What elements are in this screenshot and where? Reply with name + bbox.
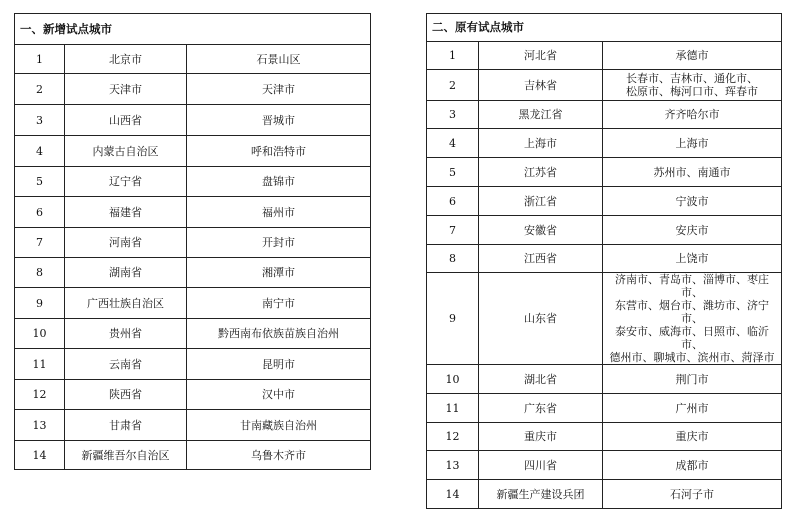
row-number: 12 <box>15 380 65 410</box>
province-cell: 河北省 <box>479 42 603 70</box>
province-cell: 江西省 <box>479 245 603 273</box>
table-row <box>427 451 782 480</box>
province-cell: 安徽省 <box>479 216 603 245</box>
row-number: 5 <box>427 158 479 187</box>
province-cell: 河南省 <box>65 228 187 258</box>
province-cell: 江苏省 <box>479 158 603 187</box>
table-row <box>15 74 371 105</box>
city-cell <box>187 197 371 228</box>
city-cell <box>187 105 371 136</box>
province-cell: 辽宁省 <box>65 167 187 197</box>
city-cell <box>187 288 371 319</box>
city-line: 松原市、梅河口市、珲春市 <box>626 85 758 98</box>
city-line: 石景山区 <box>256 52 301 66</box>
city-line: 天津市 <box>262 82 295 96</box>
city-cell <box>187 167 371 197</box>
city-line: 盘锦市 <box>262 175 295 188</box>
table-row <box>427 42 782 70</box>
row-number: 4 <box>15 136 65 167</box>
row-number: 11 <box>427 394 479 423</box>
city-cell <box>187 258 371 288</box>
city-line: 乌鲁木齐市 <box>251 448 306 462</box>
province-cell: 湖南省 <box>65 258 187 288</box>
table-row <box>15 228 371 258</box>
table-row <box>427 70 782 101</box>
row-number: 13 <box>427 451 479 480</box>
row-number: 10 <box>427 365 479 394</box>
province-cell: 甘肃省 <box>65 410 187 441</box>
province-cell: 福建省 <box>65 197 187 228</box>
city-cell <box>187 380 371 410</box>
city-cell <box>603 394 782 423</box>
city-cell <box>187 349 371 380</box>
table-row <box>15 441 371 470</box>
city-cell <box>603 158 782 187</box>
province-cell: 陕西省 <box>65 380 187 410</box>
table-header: 一、新增试点城市 <box>15 14 371 45</box>
city-cell <box>603 365 782 394</box>
table-row <box>427 423 782 451</box>
row-number: 2 <box>427 70 479 101</box>
city-line: 甘南藏族自治州 <box>240 418 317 432</box>
row-number: 13 <box>15 410 65 441</box>
table-row <box>427 480 782 509</box>
city-line: 东营市、烟台市、潍坊市、济宁市、 <box>615 299 769 325</box>
row-number: 2 <box>15 74 65 105</box>
city-line: 安庆市 <box>675 223 709 237</box>
city-cell <box>603 187 782 216</box>
city-line: 上海市 <box>675 136 709 150</box>
row-number: 14 <box>15 441 65 470</box>
city-cell <box>187 136 371 167</box>
table-row <box>15 380 371 410</box>
table-row <box>15 410 371 441</box>
city-cell <box>603 70 782 101</box>
city-cell <box>187 228 371 258</box>
row-number: 8 <box>15 258 65 288</box>
city-line: 承德市 <box>675 49 709 62</box>
city-cell <box>603 480 782 509</box>
city-line: 齐齐哈尔市 <box>664 108 720 121</box>
row-number: 3 <box>15 105 65 136</box>
table-row <box>15 319 371 349</box>
city-line: 黔西南布依族苗族自治州 <box>218 327 339 340</box>
city-line: 重庆市 <box>675 430 709 443</box>
province-cell: 四川省 <box>479 451 603 480</box>
city-line: 呼和浩特市 <box>251 144 306 158</box>
table-row <box>15 45 371 74</box>
row-number: 12 <box>427 423 479 451</box>
row-number: 9 <box>15 288 65 319</box>
city-cell <box>187 319 371 349</box>
city-line: 荆门市 <box>675 372 709 386</box>
row-number: 5 <box>15 167 65 197</box>
table-row <box>15 105 371 136</box>
table-row <box>15 136 371 167</box>
row-number: 3 <box>427 101 479 129</box>
city-cell <box>187 45 371 74</box>
city-cell <box>187 74 371 105</box>
province-cell: 贵州省 <box>65 319 187 349</box>
table-row <box>15 258 371 288</box>
city-cell <box>187 410 371 441</box>
province-cell: 吉林省 <box>479 70 603 101</box>
row-number: 10 <box>15 319 65 349</box>
city-line: 南宁市 <box>262 296 295 310</box>
row-number: 1 <box>427 42 479 70</box>
city-cell <box>603 273 782 365</box>
city-cell <box>603 423 782 451</box>
province-cell: 云南省 <box>65 349 187 380</box>
row-number: 9 <box>427 273 479 365</box>
province-cell: 新疆维吾尔自治区 <box>65 441 187 470</box>
table-row <box>427 394 782 423</box>
city-line: 济南市、青岛市、淄博市、枣庄市、 <box>615 273 769 299</box>
province-cell: 上海市 <box>479 129 603 158</box>
city-cell <box>603 245 782 273</box>
province-cell: 内蒙古自治区 <box>65 136 187 167</box>
table-row <box>427 101 782 129</box>
table-row <box>15 197 371 228</box>
existing-pilot-cities-table <box>426 13 782 509</box>
province-cell: 北京市 <box>65 45 187 74</box>
city-line: 德州市、聊城市、滨州市、菏泽市 <box>609 351 775 364</box>
city-cell <box>603 216 782 245</box>
table-row <box>427 216 782 245</box>
province-cell: 浙江省 <box>479 187 603 216</box>
table-row <box>15 288 371 319</box>
row-number: 7 <box>15 228 65 258</box>
city-cell <box>603 129 782 158</box>
city-line: 湘潭市 <box>262 266 295 279</box>
city-line: 汉中市 <box>262 388 295 401</box>
table-row <box>427 245 782 273</box>
row-number: 14 <box>427 480 479 509</box>
city-line: 苏州市、南通市 <box>653 165 731 179</box>
city-line: 晋城市 <box>262 113 295 127</box>
new-pilot-cities-table <box>14 13 371 470</box>
table-row <box>15 167 371 197</box>
city-line: 成都市 <box>675 458 709 472</box>
province-cell: 湖北省 <box>479 365 603 394</box>
province-cell: 广东省 <box>479 394 603 423</box>
city-cell <box>603 42 782 70</box>
city-line: 上饶市 <box>675 252 709 265</box>
table-row <box>427 187 782 216</box>
province-cell: 黑龙江省 <box>479 101 603 129</box>
city-line: 开封市 <box>262 236 295 249</box>
row-number: 6 <box>15 197 65 228</box>
row-number: 6 <box>427 187 479 216</box>
city-line: 宁波市 <box>675 194 709 208</box>
row-number: 11 <box>15 349 65 380</box>
province-cell: 新疆生产建设兵团 <box>479 480 603 509</box>
table-row <box>427 158 782 187</box>
row-number: 8 <box>427 245 479 273</box>
city-cell <box>603 101 782 129</box>
city-cell <box>603 451 782 480</box>
province-cell: 山西省 <box>65 105 187 136</box>
row-number: 1 <box>15 45 65 74</box>
table-header: 二、原有试点城市 <box>427 14 782 42</box>
city-line: 广州市 <box>675 401 709 415</box>
province-cell: 天津市 <box>65 74 187 105</box>
province-cell: 重庆市 <box>479 423 603 451</box>
province-cell: 山东省 <box>479 273 603 365</box>
row-number: 4 <box>427 129 479 158</box>
row-number: 7 <box>427 216 479 245</box>
table-row <box>427 365 782 394</box>
city-line: 昆明市 <box>262 357 295 371</box>
table-row <box>427 129 782 158</box>
city-cell <box>187 441 371 470</box>
city-line: 长春市、吉林市、通化市、 <box>626 72 758 85</box>
table-row <box>427 273 782 365</box>
city-line: 石河子市 <box>670 487 714 501</box>
city-line: 泰安市、威海市、日照市、临沂市、 <box>615 325 769 351</box>
province-cell: 广西壮族自治区 <box>65 288 187 319</box>
city-line: 福州市 <box>262 205 295 219</box>
table-row <box>15 349 371 380</box>
